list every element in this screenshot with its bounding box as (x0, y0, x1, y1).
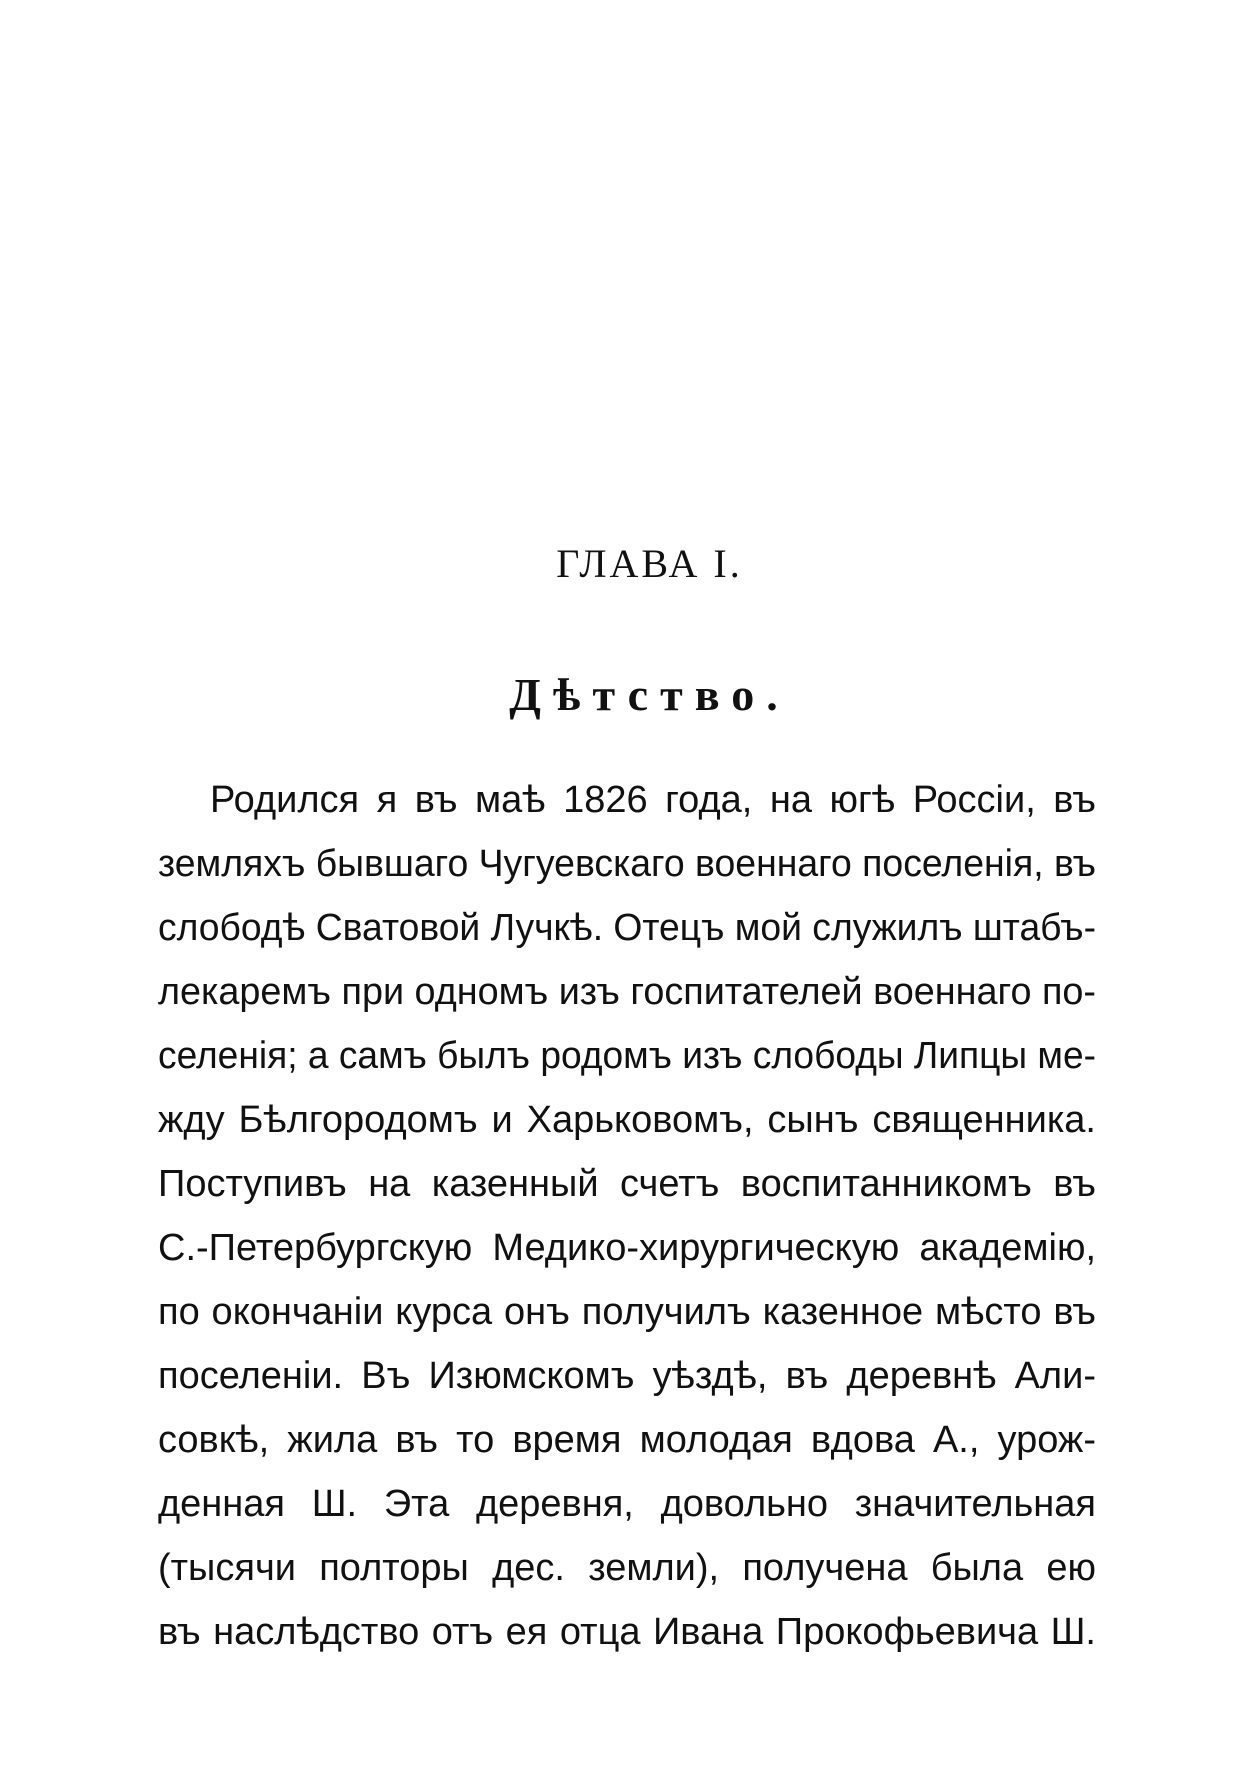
chapter-heading: ГЛАВА I. (556, 541, 743, 586)
text-line: поселеніи. Въ Изюмскомъ уѣздѣ, въ деревнѣ Али- (158, 1355, 1096, 1397)
text-line: Поступивъ на казенный счетъ воспитанникомъ въ (158, 1163, 1096, 1205)
text-line: Родился я въ маѣ 1826 года, на югѣ Россіи, въ (210, 779, 1096, 821)
text-line: (тысячи полторы дес. земли), получена была ею (158, 1547, 1096, 1589)
text-line: въ наслѣдство отъ ея отца Ивана Прокофьевича Ш. (158, 1611, 1096, 1653)
text-line: совкѣ, жила въ то время молодая вдова А., урож- (158, 1419, 1096, 1461)
text-line: лекаремъ при одномъ изъ госпитателей военнаго по- (158, 971, 1096, 1013)
chapter-title: Дѣтство. (509, 669, 790, 720)
text-line: земляхъ бывшаго Чугуевскаго военнаго поселенія, въ (158, 843, 1096, 885)
text-line: по окончаніи курса онъ получилъ казенное мѣсто въ (158, 1291, 1096, 1333)
text-line: жду Бѣлгородомъ и Харьковомъ, сынъ священника. (158, 1099, 1096, 1141)
text-line: денная Ш. Эта деревня, довольно значительная (158, 1483, 1096, 1525)
text-line: селенія; а самъ былъ родомъ изъ слободы Липцы ме- (158, 1035, 1096, 1077)
text-line: С.-Петербургскую Медико-хирургическую академію, (158, 1227, 1096, 1269)
text-line: слободѣ Сватовой Лучкѣ. Отецъ мой служилъ штабъ- (158, 907, 1096, 949)
body-text (158, 768, 1096, 1664)
